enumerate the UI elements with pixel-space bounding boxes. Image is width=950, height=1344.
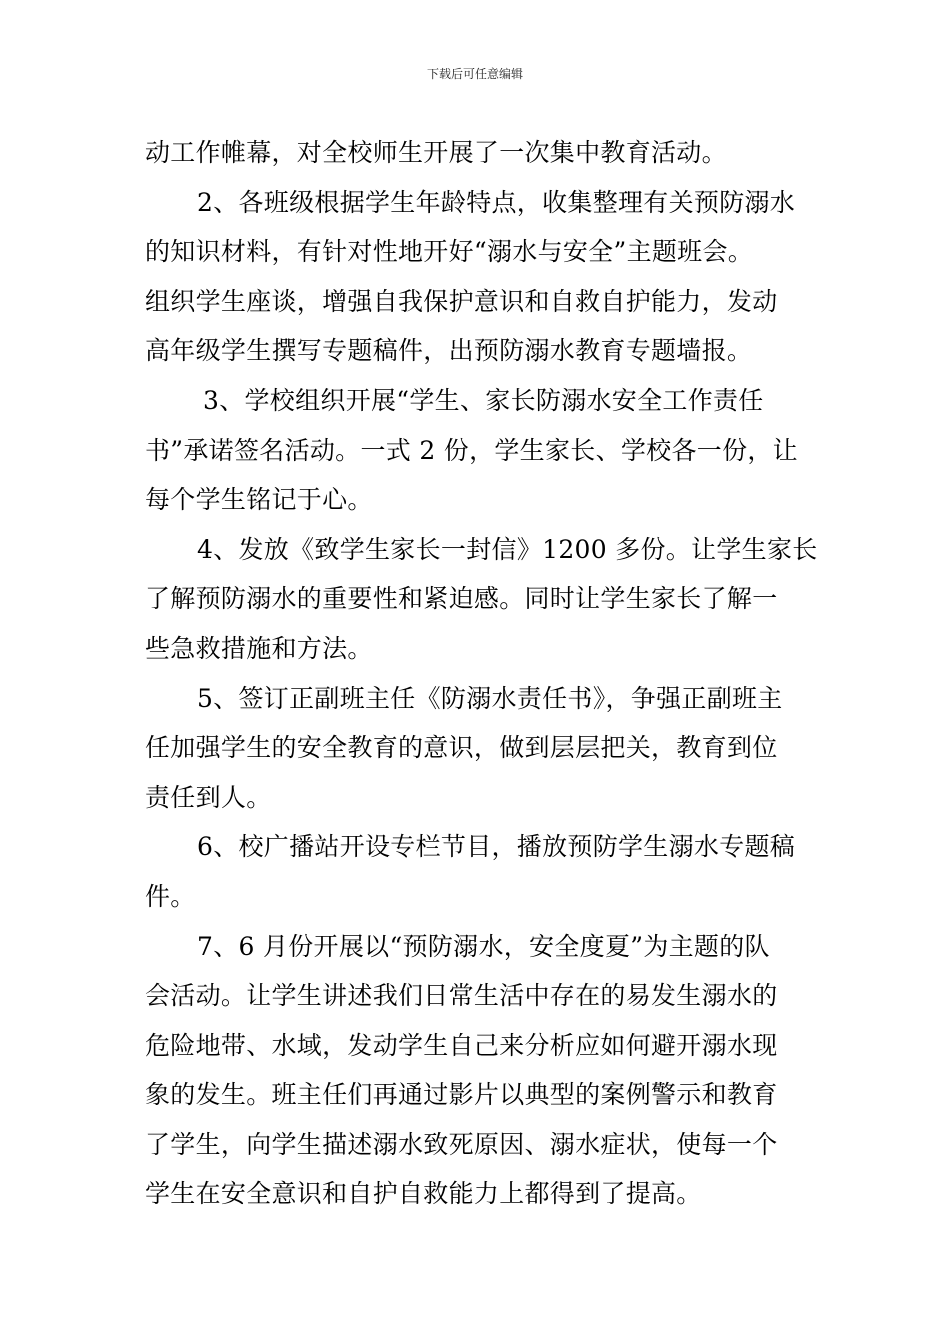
text-line: 会活动。让学生讲述我们日常生活中存在的易发生溺水的	[145, 981, 778, 1011]
paragraph-2-start: 2、各班级根据学生年龄特点，收集整理有关预防溺水	[197, 187, 796, 217]
text-line: 学生在安全意识和自护自救能力上都得到了提高。	[145, 1179, 702, 1209]
paragraph-3-start: 3、学校组织开展“学生、家长防溺水安全工作责任	[203, 385, 764, 415]
text-line: 了学生，向学生描述溺水致死原因、溺水症状，使每一个	[145, 1129, 778, 1159]
text-line: 组织学生座谈，增强自我保护意识和自救自护能力，发动	[145, 286, 778, 316]
text-line: 高年级学生撰写专题稿件，出预防溺水教育专题墙报。	[145, 336, 753, 366]
paragraph-6-start: 6、校广播站开设专栏节目，播放预防学生溺水专题稿	[197, 832, 796, 862]
text-line: 危险地带、水域，发动学生自己来分析应如何避开溺水现	[145, 1030, 778, 1060]
text-line: 象的发生。班主任们再通过影片以典型的案例警示和教育	[145, 1080, 778, 1110]
paragraph-4-start: 4、发放《致学生家长一封信》1200 多份。让学生家长	[197, 534, 818, 564]
text-line: 书”承诺签名活动。一式 2 份，学生家长、学校各一份，让	[145, 435, 798, 465]
paragraph-7-start: 7、6 月份开展以“预防溺水，安全度夏”为主题的队	[197, 931, 770, 961]
document-body	[145, 128, 818, 1219]
text-line: 的知识材料，有针对性地开好“溺水与安全”主题班会。	[145, 237, 754, 267]
text-line: 每个学生铭记于心。	[145, 485, 373, 515]
text-line: 了解预防溺水的重要性和紧迫感。同时让学生家长了解一	[145, 584, 778, 614]
page-header: 下载后可任意编辑	[426, 67, 523, 81]
text-line: 责任到人。	[145, 782, 272, 812]
text-line: 些急救措施和方法。	[145, 633, 373, 663]
paragraph-5-start: 5、签订正副班主任《防溺水责任书》，争强正副班主	[197, 683, 783, 713]
text-line: 任加强学生的安全教育的意识，做到层层把关，教育到位	[145, 733, 778, 763]
text-line: 件。	[145, 881, 196, 911]
text-line: 动工作帷幕，对全校师生开展了一次集中教育活动。	[145, 138, 727, 167]
